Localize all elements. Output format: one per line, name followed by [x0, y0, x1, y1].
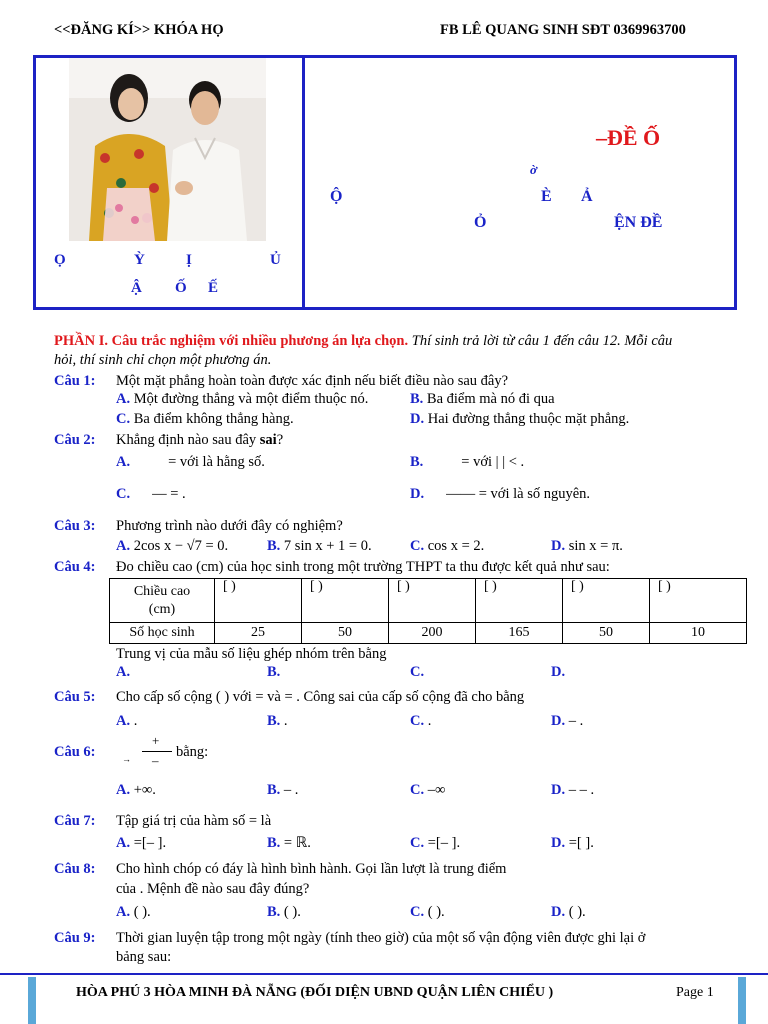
q8-a-text: ( ). — [130, 904, 151, 920]
q3-option-b — [267, 538, 372, 555]
q2-option-c — [116, 486, 186, 503]
q8-b-text: ( ). — [280, 904, 301, 920]
q6-option-b — [267, 782, 298, 799]
table-head-height-1: Chiều cao — [133, 583, 191, 599]
exam-title: –ĐỀ Ố — [596, 125, 661, 150]
table-cell: 200 — [389, 623, 476, 644]
table-cell: [ ) — [389, 579, 476, 623]
q2-c-letter: C. — [116, 486, 131, 502]
q7-c-text: =[– ]. — [424, 835, 461, 851]
q5-text: Cho cấp số cộng ( ) với = và = . Công sai của cấp số cộng đã cho bằng — [116, 689, 525, 705]
table-cell: 25 — [215, 623, 302, 644]
q3-c-letter: C. — [410, 538, 425, 554]
q4-option-c: C. — [410, 664, 425, 680]
q6-b-letter: B. — [267, 782, 281, 798]
q5-c-text: . — [424, 713, 432, 729]
q1-option-b — [410, 391, 555, 408]
q3-a-letter: A. — [116, 538, 131, 554]
q2-a-text: = với là hằng số. — [168, 454, 265, 470]
q3-d-text: sin x = π. — [565, 538, 623, 554]
q5-c-letter: C. — [410, 713, 425, 729]
q8-line2: của . Mệnh đề nào sau đây đúng? — [116, 881, 310, 897]
banner-left-line1-d: Ủ — [270, 252, 281, 268]
q3-text: Phương trình nào dưới đây có nghiệm? — [116, 518, 343, 534]
table-cell: 10 — [650, 623, 747, 644]
banner-left-line2-b: Ố — [175, 280, 187, 296]
q7-a-letter: A. — [116, 835, 131, 851]
q6-a-letter: A. — [116, 782, 131, 798]
footer-divider — [0, 973, 768, 975]
q8-line1: Cho hình chóp có đáy là hình bình hành. Gọi lần lượt là trung điểm — [116, 861, 507, 877]
q4-text: Đo chiều cao (cm) của học sinh trong một trường THPT ta thu được kết quả như sau: — [116, 559, 610, 575]
table-head-height — [110, 579, 215, 623]
table-row — [110, 623, 747, 644]
q2-text-bold: sai — [259, 432, 277, 448]
banner-left-line1-c: Ị — [186, 252, 192, 268]
q6-frac-line — [142, 751, 172, 752]
q1-a-text: Một đường thẳng và một điểm thuộc nó. — [130, 391, 369, 407]
q9-line2: bảng sau: — [116, 949, 172, 965]
q6-c-text: –∞ — [424, 782, 446, 798]
q3-label: Câu 3: — [54, 518, 96, 534]
q2-c-text: — = . — [152, 486, 186, 502]
footer-page-number: Page 1 — [676, 985, 714, 1000]
table-cell: [ ) — [476, 579, 563, 623]
q9-line1: Thời gian luyện tập trong một ngày (tính theo giờ) của một số vận động viên được ghi lại ở — [116, 930, 646, 946]
q1-d-letter: D. — [410, 411, 425, 427]
q1-option-a — [116, 391, 368, 408]
table-cell: [ ) — [302, 579, 389, 623]
teachers-photo — [69, 58, 266, 241]
q4-label: Câu 4: — [54, 559, 96, 575]
banner-right-line1: ờ — [530, 162, 537, 177]
q3-option-c — [410, 538, 484, 555]
q7-d-text: =[ ]. — [565, 835, 594, 851]
q7-a-text: =[– ]. — [130, 835, 167, 851]
q8-d-letter: D. — [551, 904, 566, 920]
q8-option-c — [410, 904, 445, 921]
footer-address: HÒA PHÚ 3 HÒA MINH ĐÀ NẴNG (ĐỐI DIỆN UBND QUẬN LIÊN CHIỂU ) — [76, 985, 554, 1000]
q6-label: Câu 6: — [54, 744, 96, 760]
q6-b-text: – . — [280, 782, 299, 798]
table-cell: 165 — [476, 623, 563, 644]
q7-label: Câu 7: — [54, 813, 96, 829]
q1-label: Câu 1: — [54, 373, 96, 389]
photo-illustration — [69, 58, 266, 241]
q5-b-text: . — [280, 713, 288, 729]
banner-right-line3-b: ỆN ĐỀ — [614, 214, 663, 231]
q2-text-post: ? — [276, 432, 284, 448]
q3-d-letter: D. — [551, 538, 566, 554]
q1-option-c — [116, 411, 294, 428]
q6-a-text: +∞. — [130, 782, 156, 798]
table-head-count: Số học sinh — [110, 623, 215, 644]
q2-label: Câu 2: — [54, 432, 96, 448]
banner-right-line3-a: Ỏ — [474, 214, 487, 231]
q7-d-letter: D. — [551, 835, 566, 851]
q6-text: bằng: — [176, 744, 209, 760]
q8-a-letter: A. — [116, 904, 131, 920]
table-cell: [ ) — [650, 579, 747, 623]
q1-b-letter: B. — [410, 391, 424, 407]
banner-left-line2-a: Ậ — [131, 280, 142, 296]
q7-b-text: = ℝ. — [280, 835, 311, 851]
table-cell: [ ) — [563, 579, 650, 623]
q6-c-letter: C. — [410, 782, 425, 798]
q3-c-text: cos x = 2. — [424, 538, 485, 554]
footer-left-bar — [28, 977, 36, 1024]
q7-option-a — [116, 835, 166, 852]
q1-option-d — [410, 411, 629, 428]
q1-c-text: Ba điểm không thẳng hàng. — [130, 411, 294, 427]
height-frequency-table — [109, 578, 747, 644]
q6-frac-top: + — [152, 733, 160, 748]
part1-heading — [54, 332, 672, 350]
q4-after-text: Trung vị của mẫu số liệu ghép nhóm trên bằng — [116, 646, 387, 662]
q5-d-text: – . — [565, 713, 584, 729]
table-row — [110, 579, 747, 623]
q2-text-pre: Khẳng định nào sau đây — [116, 432, 260, 448]
q3-b-text: 7 sin x + 1 = 0. — [280, 538, 372, 554]
q7-c-letter: C. — [410, 835, 425, 851]
q5-b-letter: B. — [267, 713, 281, 729]
q7-option-d — [551, 835, 594, 852]
q6-option-a — [116, 782, 156, 799]
q3-b-letter: B. — [267, 538, 281, 554]
q4-option-d: D. — [551, 664, 566, 680]
q5-option-d — [551, 713, 583, 730]
q2-option-a — [116, 454, 265, 471]
q5-option-b — [267, 713, 288, 730]
q5-a-text: . — [130, 713, 138, 729]
q8-option-a — [116, 904, 151, 921]
q2-b-text: = với | | < . — [461, 454, 525, 470]
q4-option-a: A. — [116, 664, 131, 680]
table-head-height-2: (cm) — [148, 601, 176, 617]
q3-a-text: 2cos x − √7 = 0. — [130, 538, 229, 554]
footer-right-bar — [738, 977, 746, 1024]
q6-d-text: – – . — [565, 782, 595, 798]
q1-text: Một mặt phẳng hoàn toàn được xác định nếu biết điều nào sau đây? — [116, 373, 509, 389]
q2-d-letter: D. — [410, 486, 425, 502]
q4-option-b: B. — [267, 664, 281, 680]
banner-right-line2-b: È — [541, 188, 552, 205]
q8-c-text: ( ). — [424, 904, 445, 920]
q7-option-c — [410, 835, 460, 852]
banner-left-line1-a: Ọ — [54, 252, 66, 268]
table-cell: 50 — [302, 623, 389, 644]
q6-d-letter: D. — [551, 782, 566, 798]
table-cell: 50 — [563, 623, 650, 644]
q2-text — [116, 431, 283, 449]
q2-option-d — [410, 486, 590, 503]
q6-option-d — [551, 782, 594, 799]
q2-b-letter: B. — [410, 454, 424, 470]
q8-option-b — [267, 904, 301, 921]
q2-d-text: —— = với là số nguyên. — [446, 486, 591, 502]
banner-left-line1-b: Ỳ — [134, 252, 145, 268]
q6-limit-sub: → — [122, 754, 131, 764]
q5-label: Câu 5: — [54, 689, 96, 705]
q7-b-letter: B. — [267, 835, 281, 851]
q1-b-text: Ba điểm mà nó đi qua — [423, 391, 555, 407]
q3-option-d — [551, 538, 623, 555]
q5-option-c — [410, 713, 431, 730]
q7-option-b — [267, 835, 311, 852]
q6-option-c — [410, 782, 445, 799]
banner-right-line2-c: Ả — [581, 188, 593, 205]
q8-d-text: ( ). — [565, 904, 586, 920]
q8-option-d — [551, 904, 586, 921]
q8-c-letter: C. — [410, 904, 425, 920]
q1-c-letter: C. — [116, 411, 131, 427]
part1-instructions: Thí sinh trả lời từ câu 1 đến câu 12. Mỗi câu — [408, 333, 673, 349]
q2-option-b — [410, 454, 524, 471]
header-left: <<ĐĂNG KÍ>> KHÓA HỌ — [54, 22, 224, 38]
q7-text: Tập giá trị của hàm số = là — [116, 813, 272, 829]
table-cell: [ ) — [215, 579, 302, 623]
q5-option-a — [116, 713, 137, 730]
header-right: FB LÊ QUANG SINH SĐT 0369963700 — [440, 22, 686, 38]
banner-left-line2-c: Ế — [208, 280, 219, 296]
q6-frac-bot: – — [152, 753, 159, 768]
banner-right-line2-a: Ộ — [330, 188, 343, 205]
q2-a-letter: A. — [116, 454, 131, 470]
q1-a-letter: A. — [116, 391, 131, 407]
banner-right-box — [302, 55, 737, 310]
q5-a-letter: A. — [116, 713, 131, 729]
part1-instructions-2: hỏi, thí sinh chỉ chọn một phương án. — [54, 352, 272, 368]
q9-label: Câu 9: — [54, 930, 96, 946]
q1-d-text: Hai đường thẳng thuộc mặt phẳng. — [424, 411, 630, 427]
q8-b-letter: B. — [267, 904, 281, 920]
q3-option-a — [116, 538, 228, 555]
part1-label: PHẦN I. Câu trắc nghiệm với nhiều phương án lựa chọn. — [54, 333, 409, 349]
q8-label: Câu 8: — [54, 861, 96, 877]
q5-d-letter: D. — [551, 713, 566, 729]
